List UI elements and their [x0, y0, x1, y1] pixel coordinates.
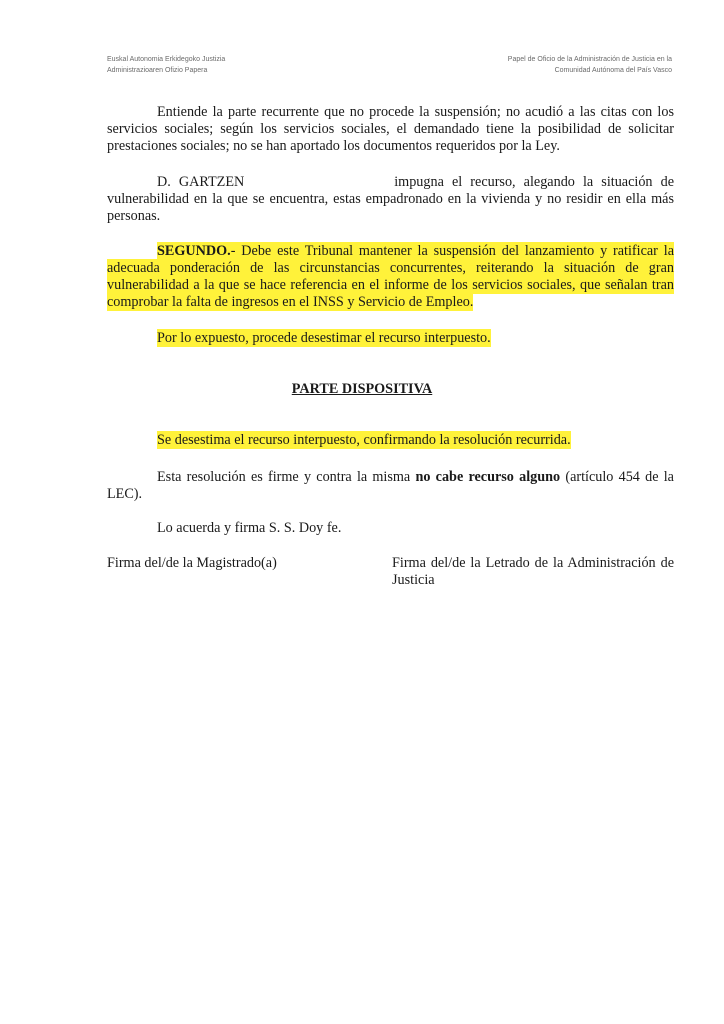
paragraph-firme-end: (artículo 454 de la LEC). — [107, 469, 674, 502]
paragraph-acuerda-text: Lo acuerda y firma S. S. Doy fe. — [157, 520, 342, 536]
segundo-label: SEGUNDO. — [157, 243, 231, 259]
paragraph-recurrente-text: Entiende la parte recurrente que no procede la suspensión; no acudió a las citas con los servicios sociales; según los servicios sociales, el demandado tiene la posibilidad de solicitar prestaciones sociales; no se han aportado los documentos requeridos por la Ley. — [107, 104, 674, 154]
header-left-line1: Euskal Autonomia Erkidegoko Justizia — [107, 56, 226, 63]
party-name: D. GARTZEN — [157, 174, 245, 190]
paragraph-firme-start: Esta resolución es firme y contra la misma — [157, 469, 416, 485]
signature-magistrado: Firma del/de la Magistrado(a) — [107, 555, 277, 571]
header-right-line1: Papel de Oficio de la Administración de Justicia en la — [507, 56, 672, 63]
paragraph-acuerda — [107, 520, 674, 537]
header-right — [508, 54, 672, 76]
paragraph-desestima-text: Se desestima el recurso interpuesto, confirmando la resolución recurrida. — [157, 432, 571, 448]
paragraph-impugna — [107, 174, 674, 225]
paragraph-segundo — [107, 243, 674, 311]
section-heading: PARTE DISPOSITIVA — [291, 381, 433, 397]
header-right-line2: Comunidad Autónoma del País Vasco — [554, 67, 672, 74]
header-left-line2: Administrazioaren Ofizio Papera — [107, 67, 208, 74]
header-left — [107, 54, 225, 76]
paragraph-firme — [107, 469, 674, 503]
highlight-desestima — [157, 431, 571, 449]
paragraph-segundo-text: - Debe este Tribunal mantener la suspensión del lanzamiento y ratificar la adecuada ponderación de las circunstancias concurrentes, reiterando la situación de gran vulnerabilidad a la que se hace referencia en el informe de los servicios sociales, que señalan tran comprobar la falta de ingresos en el INSS y Servicio de Empleo. — [107, 243, 674, 310]
paragraph-recurrente — [107, 104, 674, 155]
signature-letrado: Firma del/de la Letrado de la Administración de Justicia — [392, 555, 674, 588]
paragraph-desestima — [107, 432, 674, 449]
highlight-segundo — [107, 242, 674, 311]
paragraph-impugna-text: impugna el recurso, alegando la situación de vulnerabilidad en la que se encuentra, estas empadronado en la vivienda y no residir en ella más personas. — [107, 174, 675, 224]
paragraph-por-lo-expuesto — [107, 330, 674, 347]
highlight-por-lo-expuesto — [157, 329, 491, 347]
paragraph-firme-bold: no cabe recurso alguno — [415, 469, 561, 485]
paragraph-por-lo-expuesto-text: Por lo expuesto, procede desestimar el recurso interpuesto. — [157, 330, 491, 346]
